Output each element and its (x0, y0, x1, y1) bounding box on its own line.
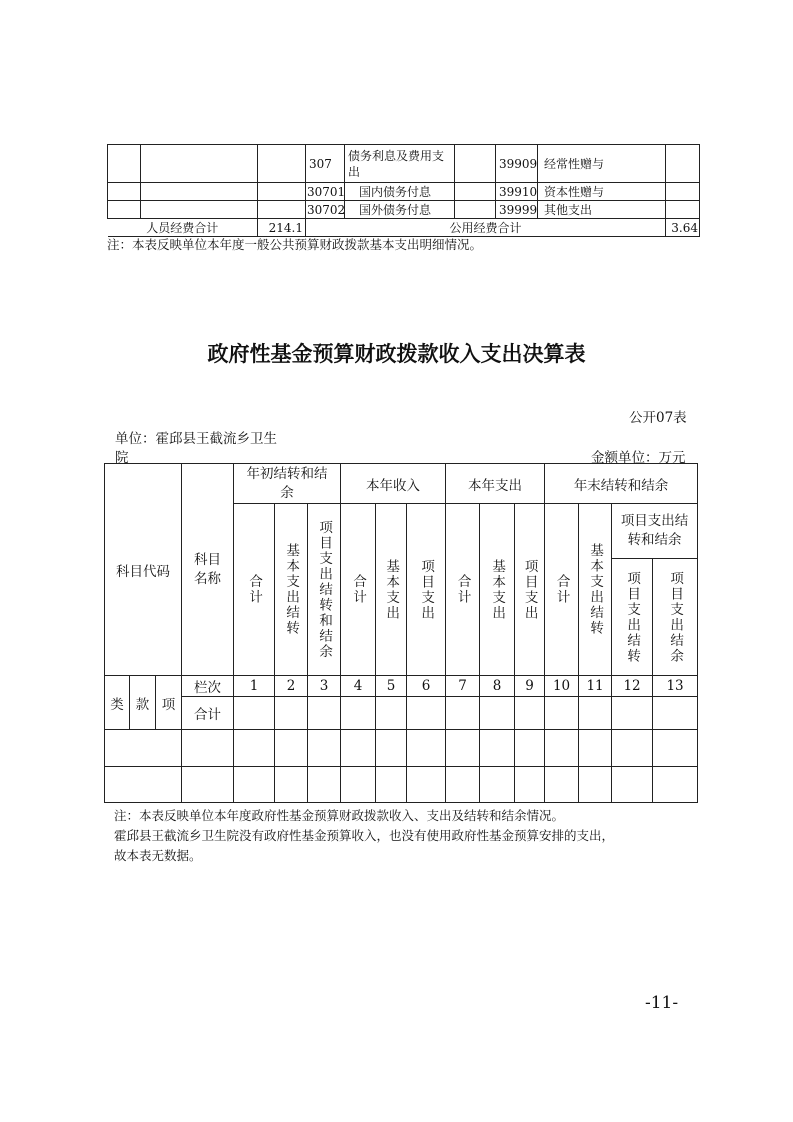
col-number: 3 (308, 676, 341, 697)
row-index-label: 栏次 (182, 676, 234, 697)
sub-header: 项目支出 (418, 558, 435, 621)
sub-header: 合计 (350, 574, 367, 605)
sub-header: 基本支出结转 (283, 543, 300, 636)
public-total-value: 3.64 (666, 219, 700, 237)
totals-row (108, 219, 700, 237)
account-name: 经常性赠与 (538, 145, 666, 183)
sub-header: 项目支出结转 (624, 570, 641, 664)
sub-header: 合计 (246, 574, 263, 605)
account-name: 其他支出 (538, 201, 666, 219)
top-table-note: 注：本表反映单位本年度一般公共预算财政拨款基本支出明细情况。 (107, 237, 483, 252)
personnel-total-label: 人员经费合计 (108, 219, 258, 237)
table-row (105, 730, 698, 767)
fund-budget-table (104, 463, 698, 803)
account-name: 国内债务付息 (345, 183, 455, 201)
personnel-total-value: 214.1 (258, 219, 306, 237)
account-name: 债务利息及费用支出 (345, 145, 455, 183)
total-row (105, 697, 698, 730)
col-number: 10 (545, 676, 579, 697)
table-number: 公开07表 (629, 410, 687, 426)
sub-header: 项目支出结转和结余 (316, 519, 333, 660)
code-header: 科目代码 (105, 464, 182, 676)
account-name: 资本性赠与 (538, 183, 666, 201)
col-number: 8 (480, 676, 515, 697)
group-header: 年初结转和结余 (234, 464, 341, 504)
account-code: 39999 (496, 201, 538, 219)
table-row (105, 767, 698, 803)
account-name: 国外债务付息 (345, 201, 455, 219)
sub-header: 项目支出 (521, 558, 538, 621)
sub-header: 基本支出结转 (587, 543, 604, 636)
account-code: 307 (306, 145, 345, 183)
group-header: 年末结转和结余 (545, 464, 698, 504)
group-header: 本年收入 (341, 464, 446, 504)
account-code: 39910 (496, 183, 538, 201)
note-3: 故本表无数据。 (114, 848, 202, 863)
col-number: 12 (612, 676, 653, 697)
public-total-label: 公用经费合计 (306, 219, 666, 237)
row-total-label: 合计 (182, 697, 234, 730)
unit-label: 单位：霍邱县王截流乡卫生 (115, 431, 277, 447)
table-row (108, 183, 700, 201)
account-code: 30702 (307, 202, 346, 217)
col-number: 11 (579, 676, 612, 697)
col-number: 7 (446, 676, 480, 697)
col-number: 5 (376, 676, 407, 697)
code-lei: 类 (105, 676, 130, 730)
page-title: 政府性基金预算财政拨款收入支出决算表 (207, 342, 586, 366)
expense-detail-table (107, 144, 700, 237)
code-kuan: 款 (130, 676, 156, 730)
table-row (108, 145, 700, 183)
col-number: 13 (653, 676, 698, 697)
col-number: 4 (341, 676, 376, 697)
name-header: 科目名称 (182, 464, 234, 676)
col-number: 9 (515, 676, 545, 697)
group-header: 本年支出 (446, 464, 545, 504)
unit-label-cont: 院 (115, 450, 129, 466)
sub-header: 基本支出 (489, 558, 506, 621)
sub-header-group: 项目支出结转和结余 (612, 504, 698, 559)
account-code: 30701 (307, 184, 346, 199)
col-number: 1 (234, 676, 275, 697)
table-row (108, 201, 700, 219)
sub-header: 合计 (553, 574, 570, 605)
sub-header: 基本支出 (383, 558, 400, 621)
sub-header: 合计 (454, 574, 471, 605)
amount-unit: 金额单位：万元 (591, 450, 686, 466)
note-1: 注：本表反映单位本年度政府性基金预算财政拨款收入、支出及结转和结余情况。 (114, 808, 565, 823)
page-number: -11- (645, 993, 679, 1013)
col-number: 6 (407, 676, 446, 697)
col-number: 2 (275, 676, 308, 697)
sub-header: 项目支出结余 (667, 570, 684, 664)
note-2: 霍邱县王截流乡卫生院没有政府性基金预算收入，也没有使用政府性基金预算安排的支出， (114, 828, 615, 843)
account-code: 39909 (496, 145, 538, 183)
code-xiang: 项 (156, 676, 182, 730)
